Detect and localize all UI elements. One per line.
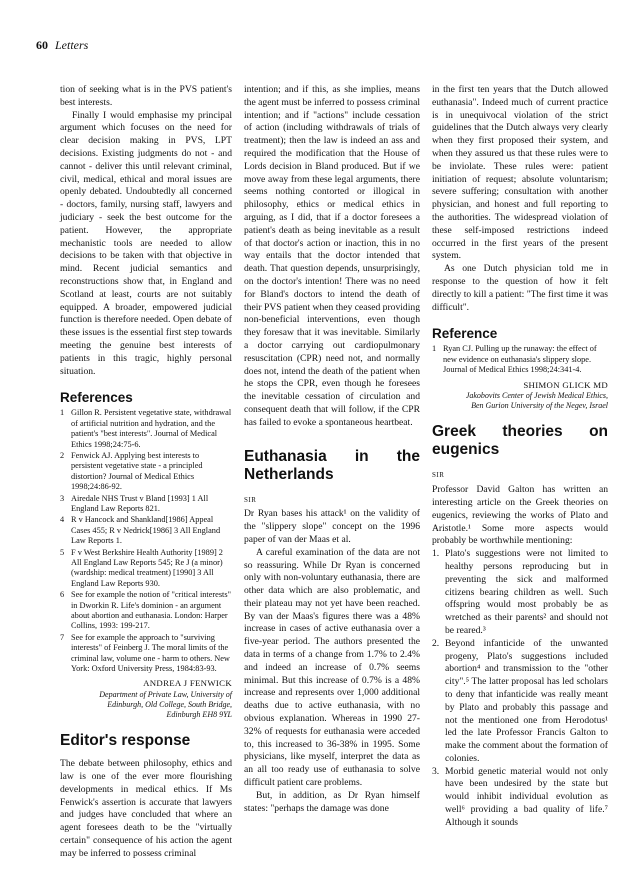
references-list [60, 408, 232, 674]
author-signature [432, 379, 608, 412]
paragraph: The debate between philosophy, ethics and law is one of the ever more flourishing developments in medical ethics. If Ms Fenwick's assertion is accurate that lawyers and judges have concluded that where an agent foresees death to be the "virtually certain" consequence of his action the agent may be inferred to possess criminal [60, 758, 232, 859]
reference-item: 4 R v Hancock and Shankland[1986] Appeal Cases 455; R v Nedrick[1986] 3 All England Law Reports 1. [60, 515, 221, 546]
reference-heading: Reference [432, 326, 498, 342]
salutation: SIR [244, 495, 257, 504]
reference-item: 2 Fenwick AJ. Applying best interests to persistent vegetative state - a principled distortion? Journal of Medical Ethics 1998;24:86-92. [60, 450, 203, 492]
column-3 [432, 84, 608, 830]
euthanasia-heading: Euthanasia in the Netherlands [244, 447, 420, 483]
editor-response-heading: Editor's response [60, 732, 191, 750]
reference-item: 1 Ryan CJ. Pulling up the runaway: the effect of new evidence on euthanasia's slippery slope. Journal of Medical Ethics 1998;24:341-4. [432, 344, 597, 375]
paragraph: As one Dutch physician told me in response to the question of how it felt directly to kill a patient: "The first time it was difficult". [432, 263, 608, 313]
author-name: SHIMON GLICK MD [523, 379, 608, 390]
references-list [432, 344, 608, 375]
paragraph: Finally I would emphasise my principal argument which focuses on the need for clear decision making in PVS, LPT decisions. Existing judgments do not - and cannot - deliver this until relevant criminal, civil, medical, ethical and moral issues are openly debated. Undoubtedly all concerned - doctors, family, nursing staff, lawyers and judiciary - seek the best outcome for the patient. However, the appropriate mechanistic tools are needed to allow decisions to be taken with that objective in mind. Recent judicial semantics and reconstructions show that, in England and Scotland at least, courts are not suitably equipped. A broader, empowered judicial function is therefore needed. Open debate of these issues is the essential first step towards meeting the genuine best interests of patients in this tragic, highly personal situation. [60, 109, 232, 377]
reference-item: 3 Airedale NHS Trust v Bland [1993] 1 All England Law Reports 821. [60, 493, 209, 513]
column-2 [244, 84, 420, 815]
paragraph: Professor David Galton has written an interesting article on the Greek theories on eugenics, reviewing the works of Plato and Aristotle.¹ Some more aspects would probably be worthwhile mentioning: [432, 484, 608, 547]
author-affiliation: Department of Private Law, University of Edinburgh, Old College, South Bridge, Edinburgh EH8 9YL [99, 690, 232, 720]
list-item: 2. Beyond infanticide of the unwanted progeny, Plato's suggestions included abortion⁴ and transmission to the "other city".⁵ The latter proposal has led scholars to deny that infanticide was really meant by Plato and probably this passage and not the mentioned one from Herodotus¹ led the late Professor Francis Galton to make the comment about the formation of colonies. [432, 637, 608, 764]
section-name: Letters [55, 38, 89, 52]
references-heading: References [60, 390, 133, 406]
page-number: 60 [36, 38, 48, 52]
reference-item: 5 F v West Berkshire Health Authority [1989] 2 All England Law Reports 545; Re J (a minor) (wardship: medical treatment) [1990] 3 All England Law Reports 930. [60, 547, 223, 588]
running-header [36, 38, 88, 53]
paragraph: But, in addition, as Dr Ryan himself states: "perhaps the damage was done [244, 789, 420, 814]
column-1 [60, 84, 232, 861]
reference-item: 7 See for example the approach to "surviving interests" of Feinberg J. The moral limits of the criminal law, volume one - harm to others. New York: Oxford University Press, 1984:83-93. [60, 632, 230, 674]
list-item: 3. Morbid genetic material would not only have been undesired by the state but would inhibit individual evolution as well⁶ providing a bad quality of life.⁷ Although it sounds [432, 765, 608, 828]
reference-item: 6 See for example the notion of "critical interests" in Dworkin R. Life's dominion - an argument about abortion and euthanasia. London: Harper Collins, 1993: 199-217. [60, 590, 231, 631]
author-signature [60, 677, 232, 720]
author-affiliation: Jakobovits Center of Jewish Medical Ethics, Ben Gurion University of the Negev, Israel [465, 391, 608, 411]
reference-item: 1 Gillon R. Persistent vegetative state, withdrawal of artificial nutrition and hydration, and the patient's "best interests". Journal of Medical Ethics 1998;24:75-6. [60, 408, 232, 449]
list-item: 1. Plato's suggestions were not limited to healthy persons reproducing but in preventing the sick and malformed citizens bearing children as well. Such offspring would most probably be as wretched as their parents² and should not be reared.³ [432, 548, 608, 636]
salutation: SIR [432, 471, 445, 480]
paragraph: intention; and if this, as she implies, means the agent must be inferred to possess criminal intention; and if "actions" include cessation of action (including withdrawals of trials of treatment); then the law is indeed an ass and required the modification that the House of Lords decision in Bland produced. But if we move away from these legal arguments, there seems nothing contorted or illogical in philosophy, ethics or medical ethics in arguing, as I did, that if a doctor foresees a patient's death as being inevitable as a result of that doctor's action or inaction, this in no way entails that the doctor intended that death. That question depends, unsurprisingly, on the doctor's intention! There was no need for Bland's doctors to intend the death of their PVS patient when they ceased providing non-beneficial interventions, even though they foresaw that it was inevitable. Similarly a doctor carrying out cardiopulmonary resuscitation (CPR) need not, and normally does not, intend the death of the patient when he stops the CPR, even though he foresees the inevitable cessation of circulation and consequent death that will follow, if the CPR has failed to evoke a spontaneous heartbeat. [244, 84, 420, 428]
eugenics-heading: Greek theories on eugenics [432, 423, 608, 459]
paragraph: in the first ten years that the Dutch allowed euthanasia". Indeed much of current practice is in unequivocal violation of the strict guidelines that the Dutch always very clearly when they first proposed their system, and when they assured us that these rules were to be inviolate. These rules were: patient initiation of request; absolute voluntarism; severe suffering; consultation with another physician, and honest and full reporting to the authorities. The widespread violation of these self-imposed restrictions indeed occurred in the first years of the present system. [432, 84, 608, 262]
paragraph: A careful examination of the data are not so reassuring. While Dr Ryan is concerned only with non-voluntary euthanasia, there are other data which are also problematic, and their plateau may not yet have been reached. By van der Maas's figures there was a 48% increase in cases of active euthanasia over a five-year period. The authors presented the data in terms of a change from 1.7% to 2.4% and indeed an increase of 0.7% seems minimal. But this increase of 0.7% is a 48% increase and represents over 1,000 additional deaths due to active euthanasia, with no obvious explanation. Whereas in 1990 27-32% of requests for euthanasia were acceded to, this increased to 36-38% in 1995. Some physicians, like myself, interpret the data as an all too ready use of euthanasia to solve difficult patient care problems. [244, 546, 420, 789]
author-name: ANDREA J FENWICK [143, 678, 232, 689]
paragraph: tion of seeking what is in the PVS patient's best interests. [60, 84, 232, 108]
numbered-points [432, 548, 608, 830]
paragraph: Dr Ryan bases his attack¹ on the validity of the "slippery slope" concept on the 1996 paper of van der Maas et al. [244, 508, 420, 545]
